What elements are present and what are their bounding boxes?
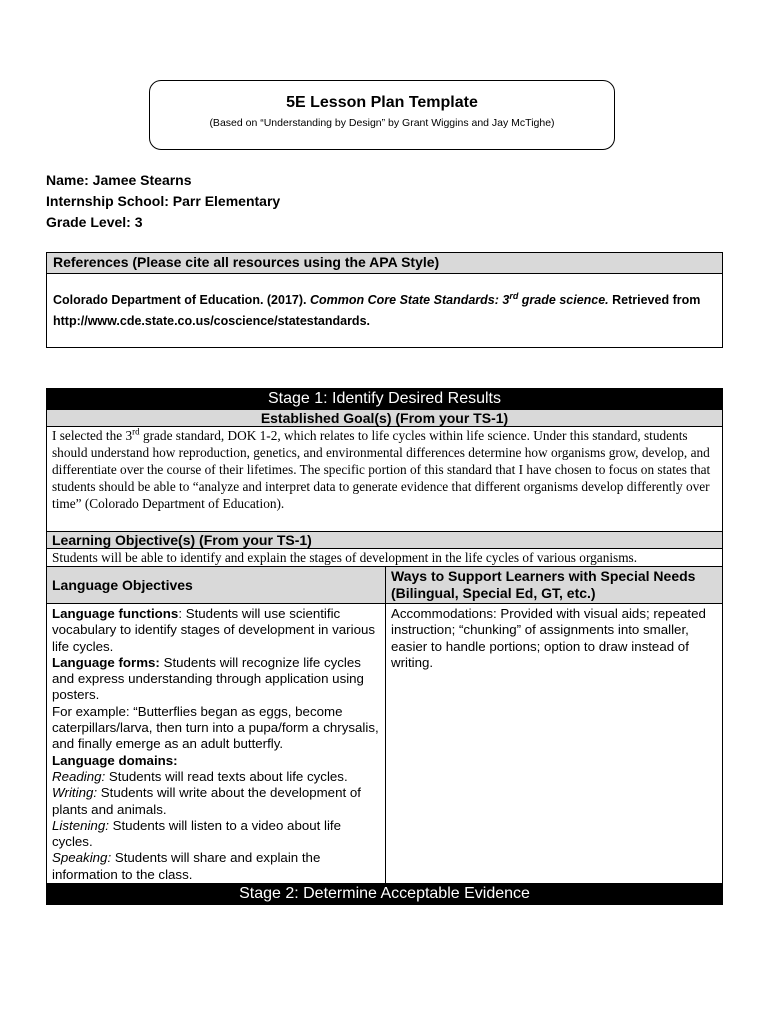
domains-label: Language domains: xyxy=(52,752,178,768)
document-subtitle: (Based on “Understanding by Design” by Grant Wiggins and Jay McTighe) xyxy=(209,117,555,129)
example-text: For example: “Butterflies began as eggs, become caterpillars/larva, then turn into a pupa/form a chrysalis, and finally emerge as an adult butterfly. xyxy=(52,703,379,752)
language-objectives-header: Language Objectives xyxy=(47,567,386,604)
info-block xyxy=(46,170,280,233)
writing-text: Students will write about the development of plants and animals. xyxy=(52,785,361,817)
title-box xyxy=(149,80,615,150)
listening-label: Listening: xyxy=(52,817,109,833)
stage-table xyxy=(46,388,723,905)
stage1-header: Stage 1: Identify Desired Results xyxy=(47,389,723,410)
listening-text: Students will listen to a video about life cycles. xyxy=(52,817,342,850)
language-objectives-cell xyxy=(47,604,386,884)
name-line: Name: Jamee Stearns xyxy=(46,172,192,188)
goals-text: I selected the 3rd grade standard, DOK 1-2, which relates to life cycles within life science. Under this standard, students should understand how reproduction, genetics, and environmental differences determine how organisms grow, develop, and differentiate over the course of their lifetimes. The specific portion of this standard that I have chosen to focus on states that students should be able to “analyze and interpret data to generate evidence that different organisms develop differently over time” (Colorado Department of Education). xyxy=(47,427,723,532)
goals-header: Established Goal(s) (From your TS-1) xyxy=(47,410,723,427)
functions-label: Language functions xyxy=(52,606,179,621)
reference-retrieved: Retrieved from http://www.cde.state.co.us/coscience/statestandards. xyxy=(53,293,701,328)
document-title: 5E Lesson Plan Template xyxy=(286,94,478,111)
references-body xyxy=(47,274,722,332)
stage2-header: Stage 2: Determine Acceptable Evidence xyxy=(47,884,723,905)
objectives-text: Students will be able to identify and explain the stages of development in the life cycles of various organisms. xyxy=(47,549,723,567)
reading-text: Students will read texts about life cycles. xyxy=(105,768,348,784)
reading-label: Reading: xyxy=(52,768,106,784)
reference-author: Colorado Department of Education. (2017). xyxy=(53,293,310,307)
reference-title: Common Core State Standards: 3rd grade science. xyxy=(309,290,609,307)
speaking-label: Speaking: xyxy=(52,850,112,866)
support-header: Ways to Support Learners with Special Needs (Bilingual, Special Ed, GT, etc.) xyxy=(386,567,723,604)
writing-label: Writing: xyxy=(52,785,98,801)
references-header: References (Please cite all resources using the APA Style) xyxy=(47,253,722,274)
objectives-header: Learning Objective(s) (From your TS-1) xyxy=(47,532,723,549)
accommodations-cell: Accommodations: Provided with visual aids; repeated instruction; “chunking” of assignments into smaller, easier to handle portions; option to draw instead of writing. xyxy=(386,604,723,884)
references-box xyxy=(46,252,723,348)
forms-text: Students will recognize life cycles and express understanding through application using posters. xyxy=(52,654,364,703)
grade-line: Grade Level: 3 xyxy=(46,214,143,230)
school-line: Internship School: Parr Elementary xyxy=(46,193,281,209)
forms-label: Language forms: xyxy=(52,654,160,670)
speaking-text: Students will share and explain the information to the class. xyxy=(52,850,321,882)
functions-text: : Students will use scientific vocabulary to identify stages of development in various life cycles. xyxy=(52,606,376,654)
